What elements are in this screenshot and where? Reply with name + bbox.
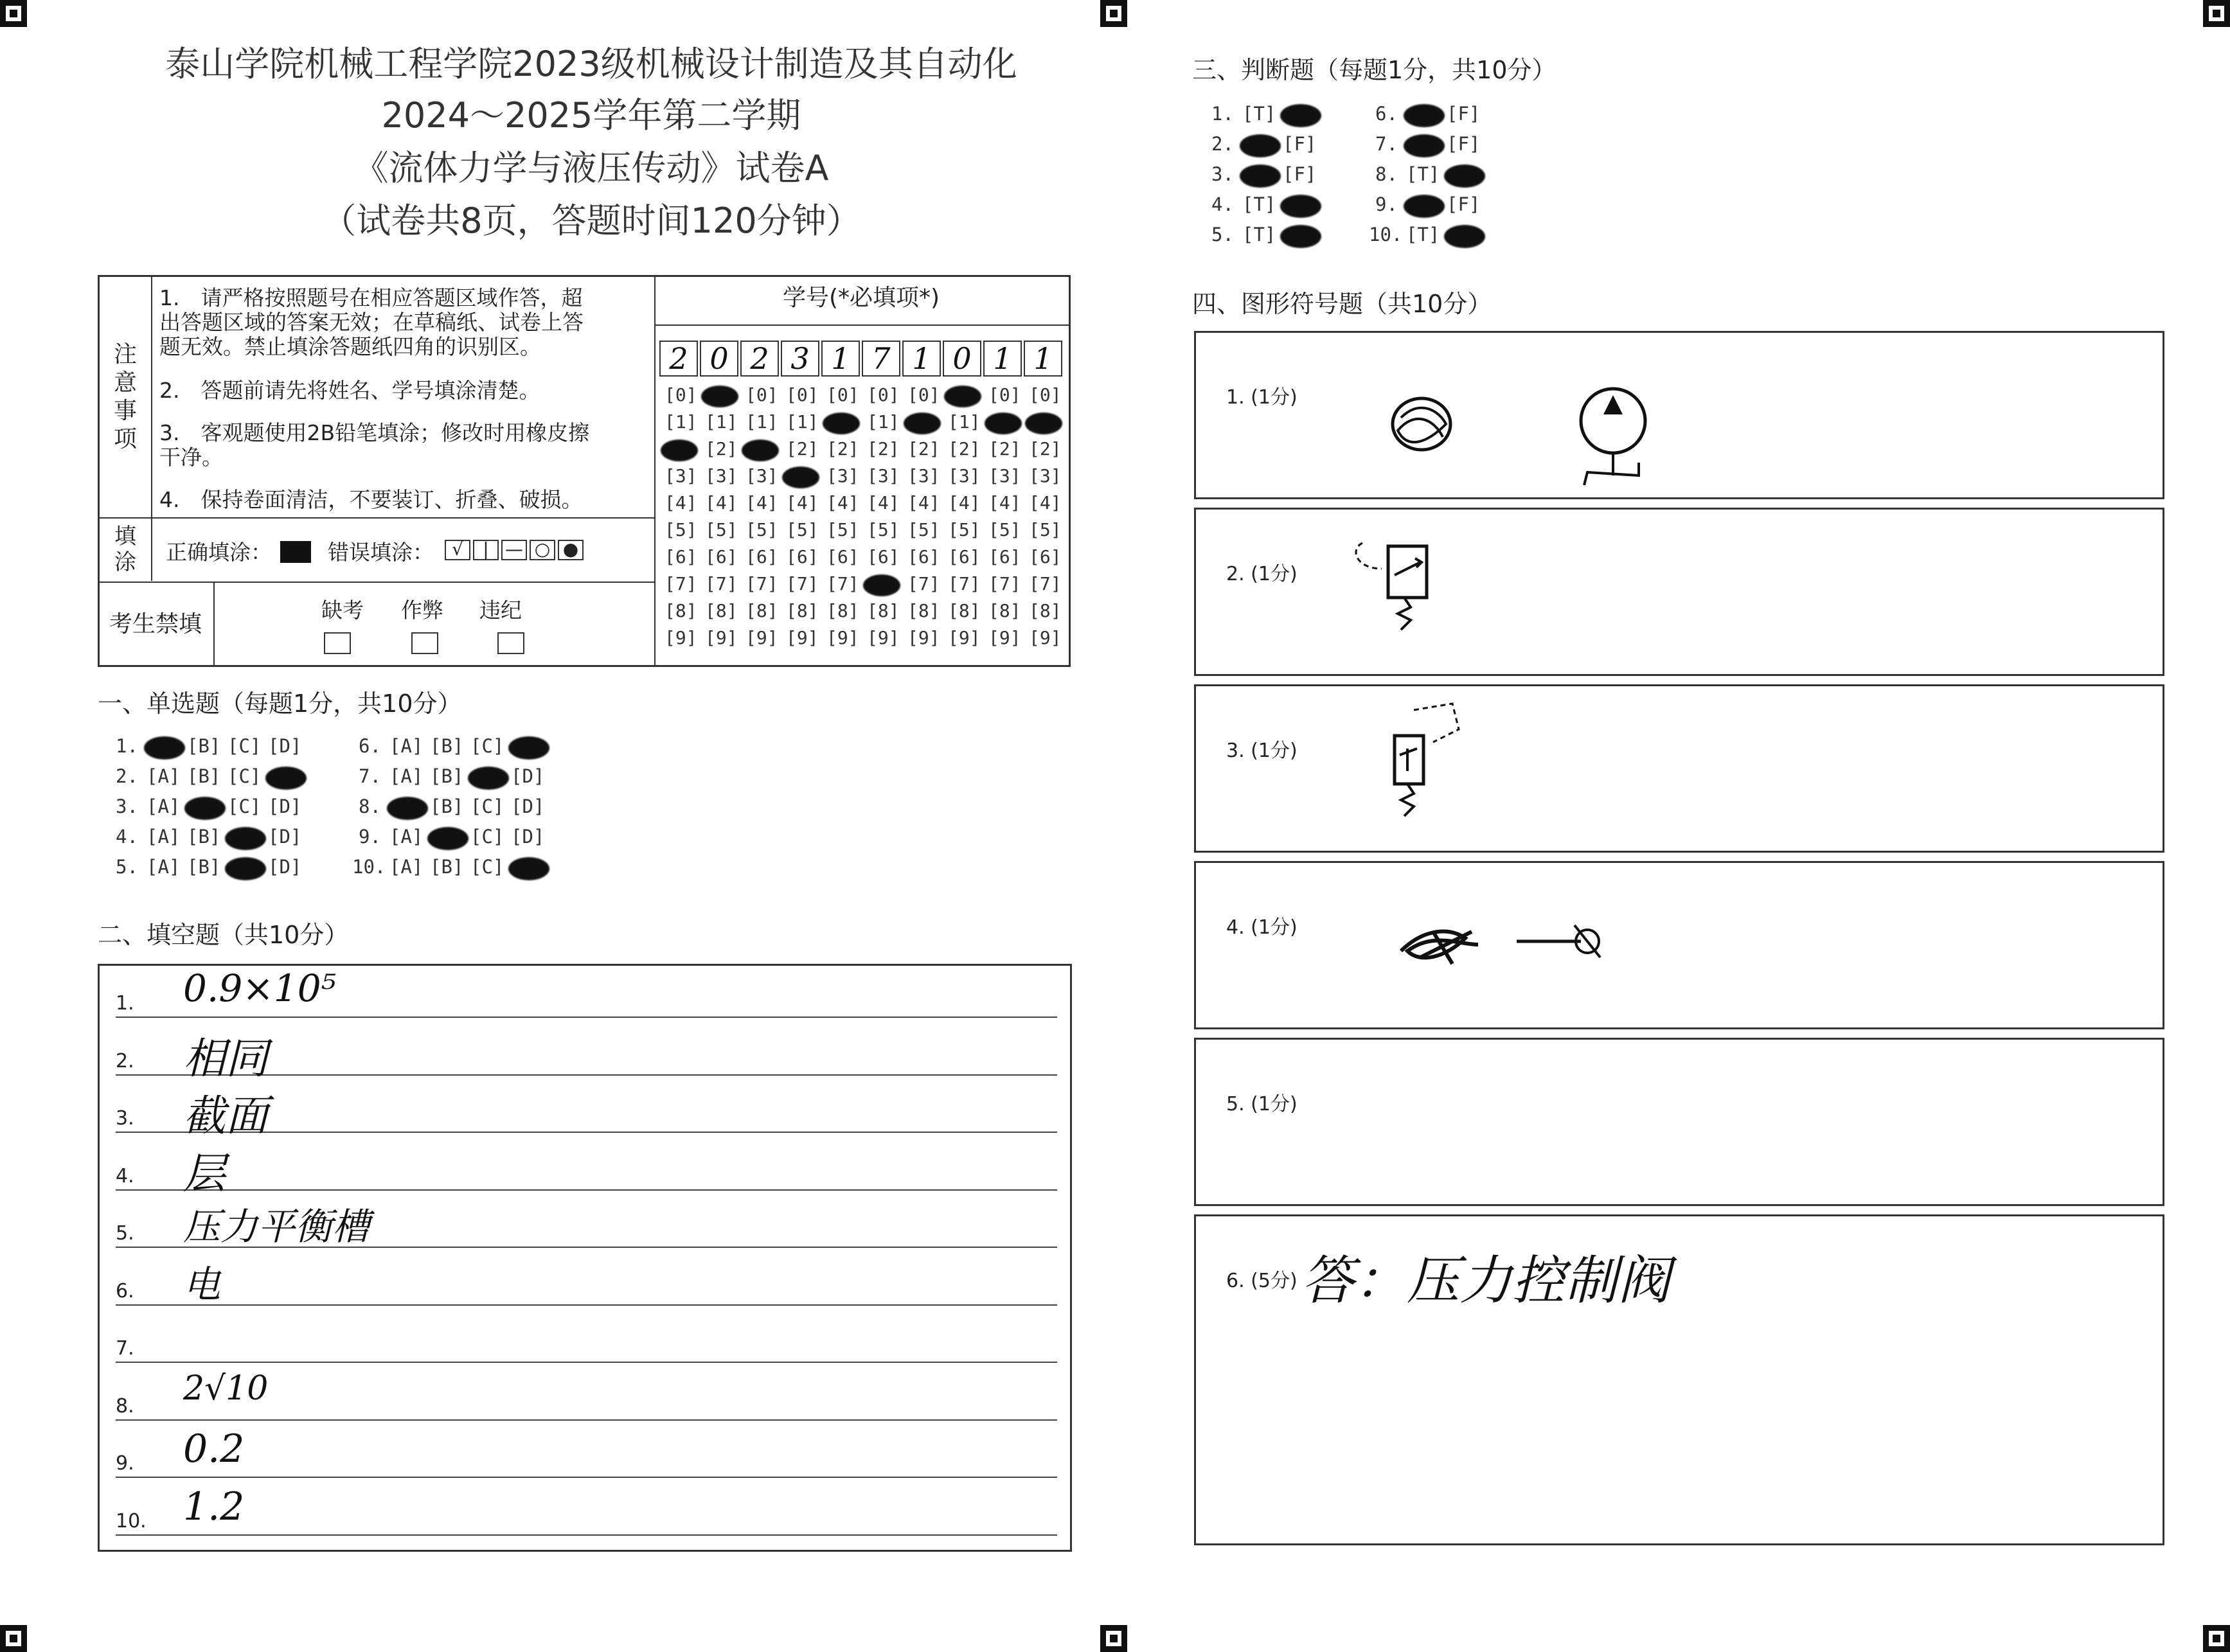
student-id-bubble[interactable]: [4] — [786, 492, 819, 513]
choice-bubble-filled[interactable] — [184, 797, 226, 820]
notice-item-3b: 干净。 — [159, 445, 223, 470]
student-id-digit: 0 — [943, 341, 981, 377]
divider — [98, 582, 656, 583]
choice-bubble-filled[interactable] — [508, 857, 549, 880]
student-id-bubble[interactable]: [5] — [745, 519, 778, 540]
choice-number: 10. — [352, 856, 386, 878]
student-id-bubble[interactable]: [7] — [1029, 573, 1062, 594]
wrong-fill-label: 错误填涂： — [328, 540, 434, 565]
motor-triangle — [1603, 395, 1623, 414]
notice-item-1a: 1. 请严格按照题号在相应答题区域作答，超 — [159, 285, 583, 310]
tf-bubble-filled[interactable] — [1404, 104, 1445, 127]
student-id-bubble[interactable]: [4] — [745, 492, 778, 513]
choice-bubble[interactable]: [D] — [511, 826, 545, 848]
student-id-bubble[interactable]: [9] — [705, 627, 738, 648]
choice-number: 2. — [116, 765, 138, 787]
symbol-answer-1 — [1375, 379, 1684, 495]
student-id-bubble-filled[interactable] — [661, 440, 698, 461]
blank-underline — [116, 1477, 1057, 1478]
blank-number: 10. — [116, 1509, 147, 1532]
violation-label: 违纪 — [479, 598, 522, 623]
choice-bubble-filled[interactable] — [387, 797, 428, 820]
student-id-bubble-filled[interactable] — [863, 574, 900, 596]
tf-number: 7. — [1375, 133, 1398, 155]
blank-answer[interactable]: 0.9×10⁵ — [183, 966, 336, 1010]
student-id-bubble[interactable]: [3] — [907, 465, 940, 486]
student-id-digit: 1 — [821, 341, 860, 377]
student-id-bubble[interactable]: [5] — [826, 519, 859, 540]
tf-number: 10. — [1369, 224, 1403, 245]
blank-number: 3. — [116, 1107, 134, 1130]
student-id-digit: 1 — [983, 341, 1022, 377]
student-id-bubble[interactable]: [3] — [705, 465, 738, 486]
blank-answer[interactable]: 0.2 — [183, 1426, 245, 1471]
student-id-bubble[interactable]: [1] — [705, 411, 738, 432]
choice-bubble[interactable]: [B] — [187, 765, 221, 787]
tf-number: 1. — [1211, 103, 1234, 125]
registration-mark-top-center — [1100, 0, 1127, 27]
choice-number: 8. — [359, 795, 381, 817]
correct-fill-sample — [280, 541, 311, 563]
choice-number: 3. — [116, 795, 138, 817]
choice-bubble[interactable]: [B] — [430, 795, 464, 817]
wrong-mark-dash: — — [501, 540, 527, 560]
valve-spring — [1398, 598, 1411, 630]
symbol-question-label: 3. (1分) — [1226, 740, 1298, 762]
choice-bubble[interactable]: [D] — [268, 795, 302, 817]
student-id-bubble[interactable]: [2] — [948, 438, 981, 459]
student-id-digit: 2 — [659, 341, 698, 377]
tf-bubble[interactable]: [T] — [1406, 163, 1440, 185]
student-id-bubble[interactable]: [3] — [745, 465, 778, 486]
choice-bubble[interactable]: [B] — [187, 856, 221, 878]
choice-bubble[interactable]: [D] — [511, 795, 545, 817]
section4-title: 四、图形符号题（共10分） — [1192, 290, 1492, 318]
tf-bubble[interactable]: [T] — [1242, 193, 1276, 215]
student-id-bubble[interactable]: [5] — [1029, 519, 1062, 540]
blank-answer[interactable]: 层 — [183, 1148, 226, 1198]
symbol-answer-box[interactable] — [1194, 1038, 2164, 1206]
choice-bubble[interactable]: [B] — [187, 735, 221, 757]
student-id-bubble[interactable]: [4] — [867, 492, 900, 513]
student-id-bubble[interactable]: [5] — [948, 519, 981, 540]
student-id-bubble-filled[interactable] — [782, 466, 819, 488]
choice-bubble-filled[interactable] — [225, 857, 266, 880]
student-id-digit: 0 — [700, 341, 738, 377]
choice-bubble-filled[interactable] — [225, 827, 266, 850]
student-id-bubble[interactable]: [6] — [1029, 546, 1062, 567]
student-id-bubble[interactable]: [9] — [907, 627, 940, 648]
student-id-bubble[interactable]: [4] — [988, 492, 1021, 513]
student-id-bubble[interactable]: [6] — [826, 546, 859, 567]
exam-title-line3: 《流体力学与液压传动》试卷A — [353, 148, 829, 188]
wrong-mark-dot: ● — [558, 540, 584, 560]
choice-number: 9. — [359, 826, 381, 848]
tf-bubble-filled[interactable] — [1404, 134, 1445, 157]
tf-bubble-filled[interactable] — [1280, 104, 1321, 127]
student-id-bubble[interactable]: [3] — [988, 465, 1021, 486]
student-id-bubble[interactable]: [2] — [1029, 438, 1062, 459]
student-id-bubble-filled[interactable] — [985, 413, 1022, 434]
choice-number: 7. — [359, 765, 381, 787]
student-id-bubble[interactable]: [9] — [745, 627, 778, 648]
choice-number: 6. — [359, 735, 381, 757]
divider — [656, 324, 1069, 326]
student-id-bubble[interactable]: [6] — [988, 546, 1021, 567]
student-id-bubble[interactable]: [0] — [786, 384, 819, 405]
registration-mark-top-right — [2203, 0, 2230, 27]
student-id-bubble-filled[interactable] — [701, 386, 738, 407]
student-id-bubble-filled[interactable] — [1025, 413, 1062, 434]
student-id-bubble[interactable]: [6] — [786, 546, 819, 567]
student-id-bubble[interactable]: [2] — [705, 438, 738, 459]
student-id-bubble[interactable]: [4] — [948, 492, 981, 513]
student-id-digit: 7 — [862, 341, 900, 377]
blank-answer[interactable]: 电 — [183, 1262, 221, 1306]
absent-label: 缺考 — [321, 598, 364, 623]
choice-bubble[interactable]: [D] — [268, 735, 302, 757]
student-id-bubble[interactable]: [8] — [826, 600, 859, 621]
blank-answer[interactable]: 截面 — [183, 1091, 268, 1141]
registration-mark-bottom-right — [2203, 1625, 2230, 1652]
choice-bubble-filled[interactable] — [508, 736, 549, 759]
blank-number: 9. — [116, 1452, 134, 1475]
section1-title: 一、单选题（每题1分，共10分） — [98, 689, 462, 718]
student-id-bubble[interactable]: [7] — [786, 573, 819, 594]
student-id-bubble[interactable]: [6] — [907, 546, 940, 567]
divider — [654, 275, 656, 667]
symbol-written-answer[interactable]: 答：压力控制阀 — [1301, 1250, 1670, 1311]
blank-number: 5. — [116, 1222, 134, 1245]
choice-bubble[interactable]: [A] — [389, 765, 424, 787]
student-id-digit: 1 — [1024, 341, 1062, 377]
student-id-bubble[interactable]: [8] — [1029, 600, 1062, 621]
student-id-digit: 1 — [902, 341, 941, 377]
symbol-question-label: 4. (1分) — [1226, 916, 1298, 939]
exam-title-line4: （试卷共8页，答题时间120分钟） — [321, 200, 861, 241]
tf-bubble[interactable]: [F] — [1447, 133, 1481, 155]
blank-answer[interactable]: 相同 — [183, 1033, 268, 1083]
tf-number: 5. — [1211, 224, 1234, 245]
student-id-bubble[interactable]: [8] — [867, 600, 900, 621]
student-id-bubble[interactable]: [9] — [948, 627, 981, 648]
symbol-answer-2 — [1343, 517, 1472, 646]
choice-bubble-filled[interactable] — [427, 827, 468, 850]
student-id-bubble[interactable]: [4] — [665, 492, 697, 513]
student-id-bubble[interactable]: [8] — [988, 600, 1021, 621]
wrong-mark-circle: ○ — [530, 540, 555, 560]
student-id-bubble[interactable]: [6] — [705, 546, 738, 567]
symbol-question-label: 1. (1分) — [1226, 386, 1298, 409]
choice-bubble[interactable]: [B] — [187, 826, 221, 848]
registration-mark-bottom-center — [1100, 1625, 1127, 1652]
symbol-answer-3 — [1382, 697, 1478, 826]
choice-bubble[interactable]: [D] — [268, 826, 302, 848]
tf-bubble[interactable]: [F] — [1447, 103, 1481, 125]
choice-bubble[interactable]: [C] — [470, 735, 504, 757]
student-id-bubble[interactable]: [9] — [867, 627, 900, 648]
choice-bubble[interactable]: [B] — [430, 856, 464, 878]
student-id-bubble[interactable]: [5] — [705, 519, 738, 540]
student-id-bubble[interactable]: [5] — [988, 519, 1021, 540]
tf-bubble-filled[interactable] — [1444, 225, 1485, 248]
tf-number: 3. — [1211, 163, 1234, 185]
choice-bubble[interactable]: [D] — [511, 765, 545, 787]
section2-title: 二、填空题（共10分） — [98, 921, 349, 949]
student-id-bubble[interactable]: [7] — [705, 573, 738, 594]
student-id-bubble[interactable]: [2] — [786, 438, 819, 459]
student-id-digit: 2 — [740, 341, 779, 377]
student-id-bubble[interactable]: [4] — [1029, 492, 1062, 513]
tf-bubble-filled[interactable] — [1444, 164, 1485, 188]
student-id-bubble[interactable]: [4] — [907, 492, 940, 513]
blank-answer[interactable]: 压力平衡槽 — [183, 1205, 370, 1248]
notice-item-4: 4. 保持卷面清洁，不要装订、折叠、破损。 — [159, 487, 583, 512]
tf-bubble-filled[interactable] — [1280, 195, 1321, 218]
student-id-bubble-filled[interactable] — [904, 413, 941, 434]
valve-arrow — [1400, 749, 1417, 771]
student-id-bubble[interactable]: [7] — [988, 573, 1021, 594]
valve-dashed-line — [1356, 543, 1382, 569]
correct-fill-label: 正确填涂： — [166, 540, 272, 565]
student-id-bubble[interactable]: [7] — [826, 573, 859, 594]
motor-shaft — [1584, 453, 1639, 485]
student-id-bubble[interactable]: [7] — [745, 573, 778, 594]
symbol-answer-box[interactable] — [1194, 508, 2164, 676]
student-id-bubble[interactable]: [9] — [786, 627, 819, 648]
wrong-mark-check: √ — [445, 540, 470, 560]
tf-number: 4. — [1211, 193, 1234, 215]
choice-bubble-filled[interactable] — [265, 767, 307, 790]
choice-bubble-filled[interactable] — [144, 736, 185, 759]
choice-bubble[interactable]: [A] — [389, 826, 424, 848]
tf-bubble-filled[interactable] — [1404, 195, 1445, 218]
tf-bubble[interactable]: [F] — [1447, 193, 1481, 215]
student-id-bubble[interactable]: [3] — [948, 465, 981, 486]
symbol-answer-4 — [1395, 906, 1619, 977]
section3-title: 三、判断题（每题1分，共10分） — [1192, 56, 1557, 84]
student-id-bubble[interactable]: [8] — [665, 600, 697, 621]
student-id-bubble[interactable]: [0] — [1029, 384, 1062, 405]
student-id-bubble[interactable]: [7] — [948, 573, 981, 594]
choice-number: 1. — [116, 735, 138, 757]
registration-mark-bottom-left — [0, 1625, 27, 1652]
blank-answer[interactable]: 2√10 — [183, 1369, 269, 1408]
symbol-answer-box[interactable] — [1194, 861, 2164, 1029]
valve-spring — [1401, 784, 1414, 816]
notice-item-1c: 题无效。禁止填涂答题纸四角的识别区。 — [159, 334, 541, 359]
choice-bubble[interactable]: [B] — [430, 735, 464, 757]
divider — [213, 582, 215, 667]
divider — [98, 517, 656, 519]
blank-underline — [116, 1304, 1057, 1306]
student-id-bubble[interactable]: [0] — [665, 384, 697, 405]
notice-item-3a: 3. 客观题使用2B铅笔填涂；修改时用橡皮擦 — [159, 420, 590, 445]
valve-box — [1388, 546, 1427, 598]
student-id-bubble[interactable]: [9] — [1029, 627, 1062, 648]
student-id-bubble[interactable]: [9] — [826, 627, 859, 648]
choice-bubble[interactable]: [A] — [147, 826, 181, 848]
blank-underline — [116, 1017, 1057, 1018]
blank-number: 7. — [116, 1337, 134, 1360]
symbol-question-label: 2. (1分) — [1226, 563, 1298, 585]
choice-bubble-filled[interactable] — [468, 767, 509, 790]
choice-bubble[interactable]: [A] — [389, 856, 424, 878]
student-id-bubble-filled[interactable] — [742, 440, 779, 461]
choice-bubble[interactable]: [A] — [147, 765, 181, 787]
student-id-digit: 3 — [781, 341, 819, 377]
tf-bubble[interactable]: [T] — [1242, 224, 1276, 245]
blank-number: 2. — [116, 1049, 134, 1072]
choice-bubble[interactable]: [C] — [470, 856, 504, 878]
student-id-bubble[interactable]: [2] — [988, 438, 1021, 459]
violation-checkbox[interactable] — [497, 632, 524, 654]
tf-number: 9. — [1375, 193, 1398, 215]
exam-title-line2: 2024～2025学年第二学期 — [381, 95, 801, 136]
blank-underline — [116, 1362, 1057, 1363]
symbol-scribble — [1401, 932, 1478, 964]
student-id-bubble[interactable]: [8] — [786, 600, 819, 621]
pump-scribble — [1398, 408, 1446, 442]
forbidden-label: 考生禁填 — [109, 611, 202, 637]
student-id-bubble[interactable]: [1] — [867, 411, 900, 432]
student-id-bubble[interactable]: [3] — [867, 465, 900, 486]
student-id-bubble[interactable]: [0] — [867, 384, 900, 405]
student-id-bubble[interactable]: [1] — [948, 411, 981, 432]
student-id-bubble[interactable]: [8] — [907, 600, 940, 621]
symbol-question-label: 5. (1分) — [1226, 1093, 1298, 1115]
student-id-bubble[interactable]: [4] — [826, 492, 859, 513]
blank-answer[interactable]: 1.2 — [183, 1484, 245, 1529]
student-id-bubble[interactable]: [3] — [665, 465, 697, 486]
choice-bubble[interactable]: [A] — [147, 795, 181, 817]
student-id-bubble[interactable]: [7] — [665, 573, 697, 594]
tf-number: 6. — [1375, 103, 1398, 125]
blank-underline — [116, 1419, 1057, 1421]
cheat-checkbox[interactable] — [411, 632, 438, 654]
blank-number: 1. — [116, 992, 134, 1015]
symbol-question-label: 6. (5分) — [1226, 1270, 1298, 1292]
student-id-bubble[interactable]: [0] — [826, 384, 859, 405]
absent-checkbox[interactable] — [324, 632, 351, 654]
notice-item-1b: 出答题区域的答案无效；在草稿纸、试卷上答 — [159, 310, 584, 335]
student-id-bubble[interactable]: [0] — [745, 384, 778, 405]
student-id-bubble[interactable]: [9] — [665, 627, 697, 648]
student-id-bubble[interactable]: [6] — [867, 546, 900, 567]
student-id-bubble-filled[interactable] — [944, 386, 981, 407]
tf-number: 2. — [1211, 133, 1234, 155]
student-id-bubble[interactable]: [6] — [745, 546, 778, 567]
blank-number: 4. — [116, 1164, 134, 1187]
choice-bubble[interactable]: [C] — [227, 795, 262, 817]
student-id-bubble[interactable]: [5] — [786, 519, 819, 540]
student-id-bubble[interactable]: [8] — [705, 600, 738, 621]
student-id-bubble[interactable]: [3] — [1029, 465, 1062, 486]
valve-arrow — [1395, 558, 1422, 575]
student-id-bubble[interactable]: [8] — [948, 600, 981, 621]
student-id-bubble[interactable]: [2] — [826, 438, 859, 459]
blank-number: 6. — [116, 1279, 134, 1302]
student-id-bubble[interactable]: [5] — [867, 519, 900, 540]
student-id-bubble[interactable]: [0] — [907, 384, 940, 405]
choice-bubble[interactable]: [C] — [470, 795, 504, 817]
exam-title-line1: 泰山学院机械工程学院2023级机械设计制造及其自动化 — [165, 44, 1017, 84]
student-id-bubble[interactable]: [7] — [907, 573, 940, 594]
choice-bubble[interactable]: [C] — [227, 735, 262, 757]
student-id-bubble[interactable]: [9] — [988, 627, 1021, 648]
choice-number: 4. — [116, 826, 138, 848]
choice-bubble[interactable]: [A] — [147, 856, 181, 878]
symbol-answer-box[interactable] — [1194, 684, 2164, 853]
student-id-bubble[interactable]: [0] — [988, 384, 1021, 405]
wrong-mark-bar: | — [473, 540, 499, 560]
wrong-fill-samples — [443, 538, 585, 560]
notice-label: 注 意 事 项 — [100, 276, 152, 517]
student-id-bubble[interactable]: [1] — [786, 411, 819, 432]
student-id-bubble[interactable]: [5] — [907, 519, 940, 540]
student-id-bubble[interactable]: [8] — [745, 600, 778, 621]
student-id-bubble[interactable]: [1] — [745, 411, 778, 432]
student-id-bubble[interactable]: [1] — [665, 411, 697, 432]
valve-box — [1395, 736, 1423, 784]
fill-label: 填 涂 — [100, 518, 152, 581]
choice-bubble[interactable]: [C] — [470, 826, 504, 848]
student-id-bubble[interactable]: [2] — [907, 438, 940, 459]
student-id-bubble[interactable]: [6] — [948, 546, 981, 567]
blank-underline — [116, 1189, 1057, 1191]
tf-bubble[interactable]: [F] — [1283, 133, 1317, 155]
student-id-bubble[interactable]: [6] — [665, 546, 697, 567]
blank-underline — [116, 1534, 1057, 1536]
registration-mark-top-left — [0, 0, 27, 27]
student-id-bubble[interactable]: [4] — [705, 492, 738, 513]
student-id-bubble[interactable]: [5] — [665, 519, 697, 540]
student-id-label: 学号(*必填项*) — [783, 285, 940, 311]
tf-bubble[interactable]: [F] — [1283, 163, 1317, 185]
notice-item-2: 2. 答题前请先将姓名、学号填涂清楚。 — [159, 378, 540, 403]
cheat-label: 作弊 — [401, 598, 443, 623]
tf-bubble-filled[interactable] — [1240, 134, 1281, 157]
choice-number: 5. — [116, 856, 138, 878]
tf-bubble-filled[interactable] — [1280, 225, 1321, 248]
student-id-bubble[interactable]: [2] — [867, 438, 900, 459]
tf-bubble[interactable]: [T] — [1406, 224, 1440, 245]
choice-bubble[interactable]: [C] — [227, 765, 262, 787]
choice-bubble[interactable]: [D] — [268, 856, 302, 878]
tf-bubble[interactable]: [T] — [1242, 103, 1276, 125]
student-id-bubble-filled[interactable] — [823, 413, 860, 434]
tf-number: 8. — [1375, 163, 1398, 185]
student-id-bubble[interactable]: [3] — [826, 465, 859, 486]
tf-bubble-filled[interactable] — [1240, 164, 1281, 188]
choice-bubble[interactable]: [A] — [389, 735, 424, 757]
blank-number: 8. — [116, 1394, 134, 1417]
choice-bubble[interactable]: [B] — [430, 765, 464, 787]
